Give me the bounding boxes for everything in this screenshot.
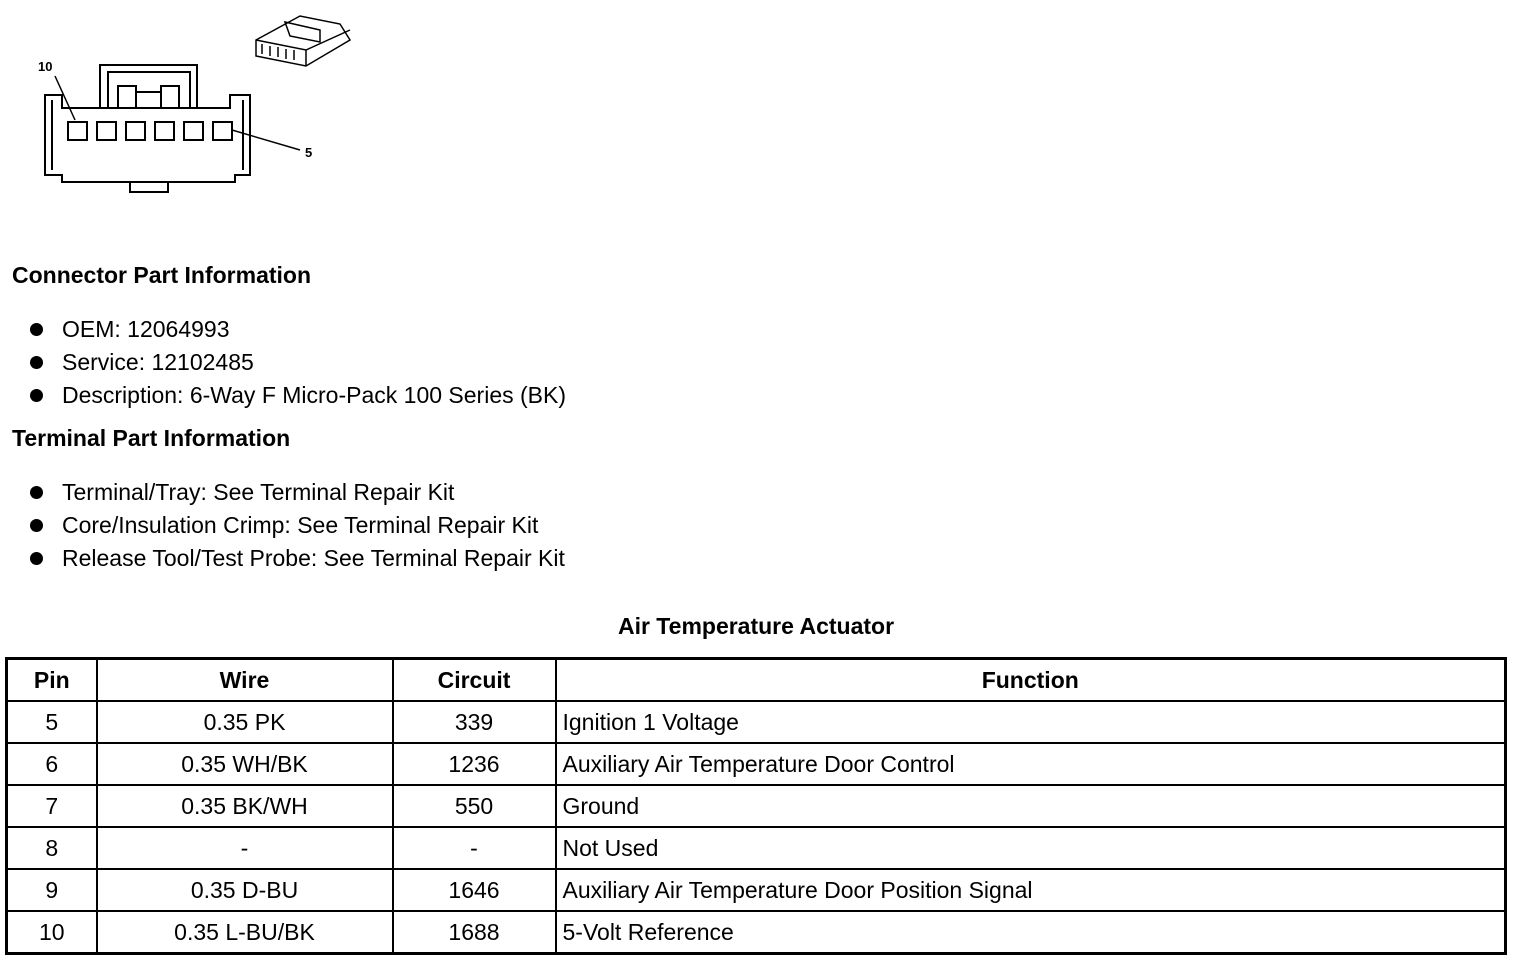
cell-pin: 7 xyxy=(7,785,97,827)
cell-function: Ignition 1 Voltage xyxy=(556,701,1506,743)
connector-isometric-icon xyxy=(256,16,350,66)
connector-face-icon xyxy=(45,65,300,192)
bullet-icon xyxy=(30,552,43,565)
cell-function: Auxiliary Air Temperature Door Control xyxy=(556,743,1506,785)
cell-function: Auxiliary Air Temperature Door Position Signal xyxy=(556,869,1506,911)
header-pin: Pin xyxy=(7,659,97,702)
cell-function: 5-Volt Reference xyxy=(556,911,1506,954)
callout-pin-10: 10 xyxy=(38,59,53,74)
cell-circuit: 1688 xyxy=(393,911,556,954)
cell-circuit: 1236 xyxy=(393,743,556,785)
list-item: Service: 12102485 xyxy=(30,346,566,379)
table-row xyxy=(7,869,1506,911)
bullet-icon xyxy=(30,519,43,532)
connector-part-list xyxy=(30,313,566,412)
list-item: Terminal/Tray: See Terminal Repair Kit xyxy=(30,476,565,509)
list-item: OEM: 12064993 xyxy=(30,313,566,346)
bullet-icon xyxy=(30,356,43,369)
cell-circuit: - xyxy=(393,827,556,869)
cell-pin: 10 xyxy=(7,911,97,954)
header-wire: Wire xyxy=(97,659,393,702)
table-row xyxy=(7,785,1506,827)
header-function: Function xyxy=(556,659,1506,702)
list-item: Description: 6-Way F Micro-Pack 100 Series (BK) xyxy=(30,379,566,412)
callout-pin-5: 5 xyxy=(305,145,313,160)
bullet-icon xyxy=(30,486,43,499)
bullet-icon xyxy=(30,323,43,336)
cell-wire: - xyxy=(97,827,393,869)
connector-diagram xyxy=(0,0,380,210)
table-row xyxy=(7,827,1506,869)
table-title: Air Temperature Actuator xyxy=(617,613,895,639)
cell-pin: 6 xyxy=(7,743,97,785)
table-header-row xyxy=(7,659,1506,702)
pin-table xyxy=(5,657,1507,955)
cell-wire: 0.35 D-BU xyxy=(97,869,393,911)
table-row xyxy=(7,743,1506,785)
cell-function: Not Used xyxy=(556,827,1506,869)
table-row xyxy=(7,911,1506,954)
cell-circuit: 1646 xyxy=(393,869,556,911)
cell-circuit: 550 xyxy=(393,785,556,827)
header-circuit: Circuit xyxy=(393,659,556,702)
terminal-part-list xyxy=(30,476,565,575)
list-item: Release Tool/Test Probe: See Terminal Repair Kit xyxy=(30,542,565,575)
cell-wire: 0.35 L-BU/BK xyxy=(97,911,393,954)
cell-function: Ground xyxy=(556,785,1506,827)
connector-part-heading: Connector Part Information xyxy=(12,262,312,288)
bullet-icon xyxy=(30,389,43,402)
cell-wire: 0.35 PK xyxy=(97,701,393,743)
terminal-part-heading: Terminal Part Information xyxy=(12,425,291,451)
cell-wire: 0.35 BK/WH xyxy=(97,785,393,827)
cell-circuit: 339 xyxy=(393,701,556,743)
table-row xyxy=(7,701,1506,743)
cell-pin: 8 xyxy=(7,827,97,869)
list-item: Core/Insulation Crimp: See Terminal Repair Kit xyxy=(30,509,565,542)
cell-pin: 5 xyxy=(7,701,97,743)
cell-pin: 9 xyxy=(7,869,97,911)
cell-wire: 0.35 WH/BK xyxy=(97,743,393,785)
